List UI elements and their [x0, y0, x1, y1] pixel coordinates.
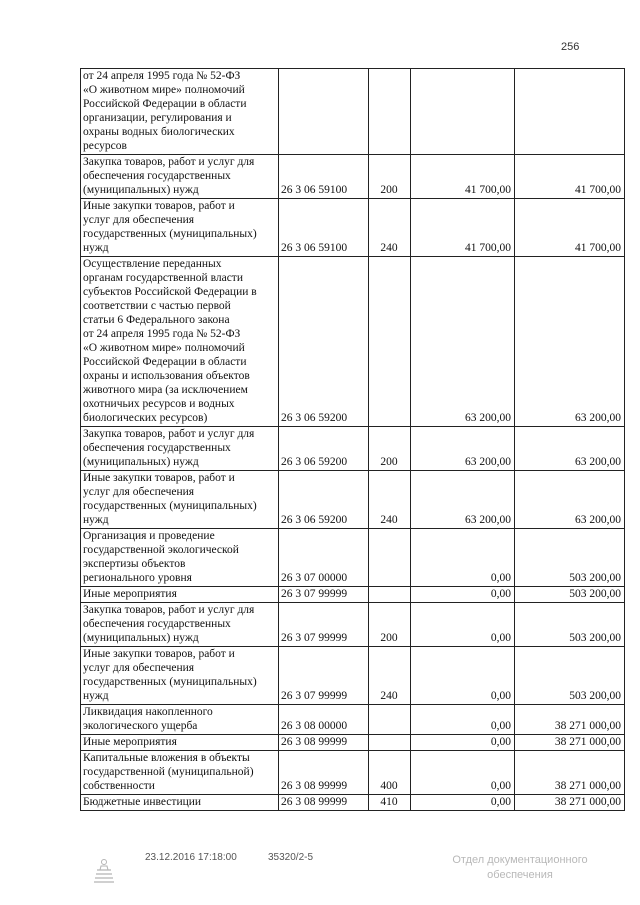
- table-row: [81, 427, 625, 471]
- row-sum-2018-cell: 63 200,00: [515, 257, 625, 427]
- row-name-line: нужд: [83, 242, 109, 254]
- row-code-cell: 26 3 08 99999: [279, 751, 369, 795]
- row-name-cell: [81, 647, 279, 705]
- table-row: [81, 795, 625, 811]
- row-name-line: Капитальные вложения в объекты: [83, 752, 250, 764]
- row-name-line: Иные мероприятия: [83, 736, 177, 748]
- row-name-line: Закупка товаров, работ и услуг для: [83, 156, 255, 168]
- row-code-cell: 26 3 08 00000: [279, 705, 369, 735]
- row-sum-2018-cell: 38 271 000,00: [515, 705, 625, 735]
- page-number: 256: [561, 41, 580, 53]
- row-name-cell: [81, 257, 279, 427]
- row-name-line: Иные закупки товаров, работ и: [83, 648, 235, 660]
- watermark-line-1: Отдел документационного: [452, 854, 588, 866]
- row-code-cell: 26 3 06 59100: [279, 199, 369, 257]
- row-name-line: государственной экологической: [83, 544, 239, 556]
- row-name-cell: [81, 471, 279, 529]
- table-row: [81, 257, 625, 427]
- row-sum-2017-cell: 0,00: [411, 647, 515, 705]
- row-code-cell: [279, 69, 369, 155]
- row-name-cell: [81, 69, 279, 155]
- row-name-cell: [81, 155, 279, 199]
- row-name-line: собственности: [83, 780, 155, 792]
- row-name-line: услуг для обеспечения: [83, 214, 195, 226]
- row-name-line: от 24 апреля 1995 года № 52-ФЗ: [83, 328, 241, 340]
- row-expense-type-cell: [369, 69, 411, 155]
- row-sum-2018-cell: 41 700,00: [515, 155, 625, 199]
- row-name-cell: [81, 751, 279, 795]
- row-name-line: «О животном мире» полномочий: [83, 342, 245, 354]
- row-expense-type-cell: 410: [369, 795, 411, 811]
- table-row: [81, 471, 625, 529]
- row-sum-2018-cell: 38 271 000,00: [515, 751, 625, 795]
- table-row: [81, 155, 625, 199]
- row-name-line: обеспечения государственных: [83, 442, 231, 454]
- row-sum-2017-cell: [411, 69, 515, 155]
- row-expense-type-cell: 200: [369, 155, 411, 199]
- row-code-cell: 26 3 07 99999: [279, 647, 369, 705]
- table-row: [81, 199, 625, 257]
- row-name-line: государственных (муниципальных): [83, 500, 257, 512]
- department-watermark: [440, 853, 600, 883]
- archive-stamp-icon: [93, 858, 115, 884]
- row-name-line: от 24 апреля 1995 года № 52-ФЗ: [83, 70, 241, 82]
- row-name-cell: [81, 587, 279, 603]
- row-code-cell: 26 3 07 99999: [279, 603, 369, 647]
- row-name-line: обеспечения государственных: [83, 618, 231, 630]
- row-expense-type-cell: 200: [369, 603, 411, 647]
- row-sum-2018-cell: 63 200,00: [515, 471, 625, 529]
- table-row: [81, 587, 625, 603]
- row-name-cell: [81, 705, 279, 735]
- row-name-line: обеспечения государственных: [83, 170, 231, 182]
- row-name-line: статьи 6 Федерального закона: [83, 314, 230, 326]
- row-code-cell: 26 3 06 59100: [279, 155, 369, 199]
- table-row: [81, 735, 625, 751]
- row-expense-type-cell: [369, 735, 411, 751]
- row-sum-2017-cell: 0,00: [411, 587, 515, 603]
- row-code-cell: 26 3 08 99999: [279, 735, 369, 751]
- row-name-line: биологических ресурсов): [83, 412, 208, 424]
- row-name-cell: [81, 529, 279, 587]
- row-name-line: Иные закупки товаров, работ и: [83, 200, 235, 212]
- row-name-line: услуг для обеспечения: [83, 486, 195, 498]
- row-expense-type-cell: 240: [369, 471, 411, 529]
- row-name-line: (муниципальных) нужд: [83, 632, 199, 644]
- row-code-cell: 26 3 08 99999: [279, 795, 369, 811]
- row-sum-2017-cell: 63 200,00: [411, 471, 515, 529]
- row-sum-2017-cell: 0,00: [411, 705, 515, 735]
- row-name-line: Иные мероприятия: [83, 588, 177, 600]
- table-row: [81, 705, 625, 735]
- row-sum-2018-cell: [515, 69, 625, 155]
- row-expense-type-cell: [369, 587, 411, 603]
- row-name-line: Бюджетные инвестиции: [83, 796, 202, 808]
- row-sum-2017-cell: 0,00: [411, 529, 515, 587]
- row-name-line: ресурсов: [83, 140, 127, 152]
- footer-datetime: 23.12.2016 17:18:00: [145, 852, 237, 863]
- row-name-line: (муниципальных) нужд: [83, 456, 199, 468]
- row-name-line: регионального уровня: [83, 572, 192, 584]
- row-sum-2017-cell: 41 700,00: [411, 155, 515, 199]
- row-name-line: охотничьих ресурсов и водных: [83, 398, 235, 410]
- row-name-line: охраны водных биологических: [83, 126, 235, 138]
- row-name-line: организации, регулирования и: [83, 112, 232, 124]
- row-sum-2018-cell: 503 200,00: [515, 647, 625, 705]
- row-sum-2018-cell: 38 271 000,00: [515, 735, 625, 751]
- row-name-line: государственных (муниципальных): [83, 228, 257, 240]
- row-name-cell: [81, 735, 279, 751]
- row-name-cell: [81, 795, 279, 811]
- row-sum-2017-cell: 0,00: [411, 795, 515, 811]
- row-code-cell: 26 3 06 59200: [279, 427, 369, 471]
- row-name-line: нужд: [83, 514, 109, 526]
- row-sum-2018-cell: 503 200,00: [515, 603, 625, 647]
- row-expense-type-cell: 240: [369, 199, 411, 257]
- footer-doc-number: 35320/2-5: [268, 852, 314, 863]
- row-name-cell: [81, 603, 279, 647]
- row-expense-type-cell: 400: [369, 751, 411, 795]
- row-name-line: Закупка товаров, работ и услуг для: [83, 428, 255, 440]
- row-expense-type-cell: [369, 257, 411, 427]
- row-name-line: Организация и проведение: [83, 530, 215, 542]
- row-name-line: (муниципальных) нужд: [83, 184, 199, 196]
- row-name-line: Иные закупки товаров, работ и: [83, 472, 235, 484]
- table-row: [81, 603, 625, 647]
- row-name-line: услуг для обеспечения: [83, 662, 195, 674]
- row-expense-type-cell: 240: [369, 647, 411, 705]
- row-name-line: Российской Федерации в области: [83, 356, 247, 368]
- row-name-line: Российской Федерации в области: [83, 98, 247, 110]
- row-name-line: Закупка товаров, работ и услуг для: [83, 604, 255, 616]
- row-expense-type-cell: [369, 705, 411, 735]
- watermark-line-2: обеспечения: [487, 869, 553, 881]
- row-sum-2018-cell: 503 200,00: [515, 529, 625, 587]
- row-code-cell: 26 3 07 00000: [279, 529, 369, 587]
- row-name-line: государственных (муниципальных): [83, 676, 257, 688]
- row-name-line: Осуществление переданных: [83, 258, 222, 270]
- table-row: [81, 647, 625, 705]
- table-row: [81, 529, 625, 587]
- row-name-line: экологического ущерба: [83, 720, 198, 732]
- row-sum-2018-cell: 41 700,00: [515, 199, 625, 257]
- row-name-line: органам государственной власти: [83, 272, 243, 284]
- budget-table-body: [81, 69, 625, 811]
- row-name-cell: [81, 199, 279, 257]
- row-sum-2018-cell: 63 200,00: [515, 427, 625, 471]
- row-name-line: Ликвидация накопленного: [83, 706, 213, 718]
- row-sum-2017-cell: 0,00: [411, 735, 515, 751]
- row-sum-2018-cell: 38 271 000,00: [515, 795, 625, 811]
- row-code-cell: 26 3 06 59200: [279, 257, 369, 427]
- budget-table: [80, 68, 625, 811]
- row-sum-2017-cell: 0,00: [411, 751, 515, 795]
- row-sum-2017-cell: 63 200,00: [411, 427, 515, 471]
- table-row: [81, 69, 625, 155]
- row-name-cell: [81, 427, 279, 471]
- row-name-line: животного мира (за исключением: [83, 384, 248, 396]
- row-code-cell: 26 3 07 99999: [279, 587, 369, 603]
- row-code-cell: 26 3 06 59200: [279, 471, 369, 529]
- row-name-line: нужд: [83, 690, 109, 702]
- row-name-line: государственной (муниципальной): [83, 766, 254, 778]
- row-name-line: экспертизы объектов: [83, 558, 186, 570]
- row-expense-type-cell: 200: [369, 427, 411, 471]
- row-sum-2017-cell: 0,00: [411, 603, 515, 647]
- row-sum-2017-cell: 41 700,00: [411, 199, 515, 257]
- row-sum-2017-cell: 63 200,00: [411, 257, 515, 427]
- row-name-line: соответствии с частью первой: [83, 300, 231, 312]
- row-name-line: субъектов Российской Федерации в: [83, 286, 257, 298]
- table-row: [81, 751, 625, 795]
- row-expense-type-cell: [369, 529, 411, 587]
- row-name-line: охраны и использования объектов: [83, 370, 250, 382]
- row-sum-2018-cell: 503 200,00: [515, 587, 625, 603]
- row-name-line: «О животном мире» полномочий: [83, 84, 245, 96]
